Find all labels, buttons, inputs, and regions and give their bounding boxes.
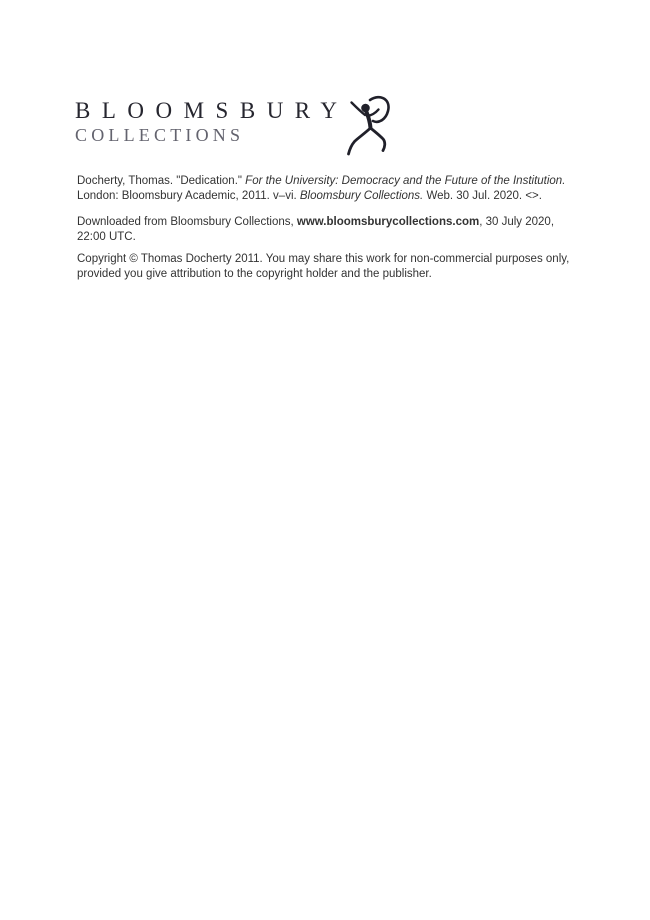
bloomsbury-collections-logo xyxy=(75,99,348,145)
citation-text xyxy=(77,174,617,204)
text-line xyxy=(77,189,617,204)
text-line xyxy=(77,230,617,245)
text-line xyxy=(77,174,617,189)
website-url[interactable]: www.bloomsburycollections.com xyxy=(296,216,480,228)
text-segment: Bloomsbury Collections. xyxy=(299,190,424,202)
text-segment: Web. 30 Jul. 2020. <>. xyxy=(423,190,542,202)
text-segment: For the University: Democracy and the Future of the Institution. xyxy=(245,175,566,187)
diana-leaping-figure-icon xyxy=(340,94,394,156)
text-line xyxy=(77,267,617,282)
logo-wordmark-bloomsbury: BLOOMSBURY xyxy=(75,98,349,123)
text-segment: , 30 July 2020, xyxy=(479,216,555,228)
text-segment: provided you give attribution to the copyright holder and the publisher. xyxy=(77,268,432,280)
text-line xyxy=(77,215,617,230)
text-segment: Copyright © Thomas Docherty 2011. You may share this work for non-commercial purposes only, xyxy=(77,253,570,265)
text-segment: Downloaded from Bloomsbury Collections, xyxy=(77,216,297,228)
copyright-notice xyxy=(77,252,617,282)
text-segment: Docherty, Thomas. "Dedication." xyxy=(77,175,246,187)
text-segment: 22:00 UTC. xyxy=(77,231,136,243)
text-line xyxy=(77,252,617,267)
download-notice xyxy=(77,215,617,245)
text-segment: London: Bloomsbury Academic, 2011. v–vi. xyxy=(77,190,300,202)
logo-wordmark-collections: COLLECTIONS xyxy=(75,125,245,145)
